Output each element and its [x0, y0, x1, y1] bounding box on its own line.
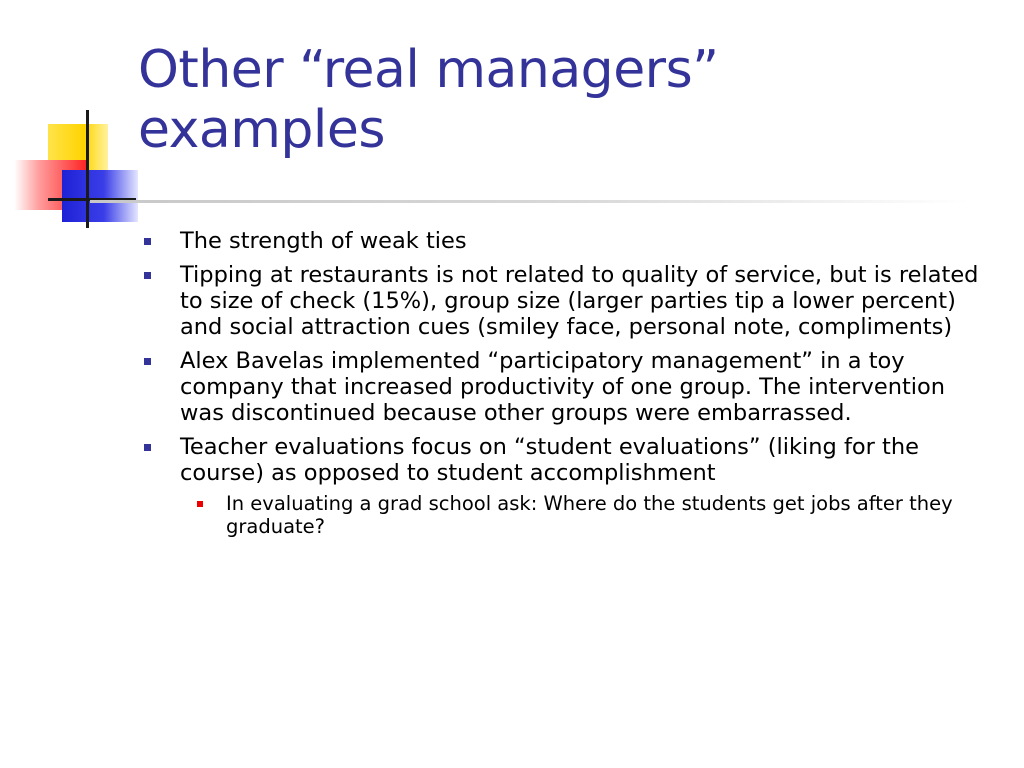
bullet-item — [140, 434, 990, 486]
bullet-item — [140, 348, 990, 426]
bullet-text: Alex Bavelas implemented “participatory management” in a toy company that increased productivity of one group. The intervention was discontinued because other groups were embarrassed. — [180, 348, 946, 426]
title-line-1: Other “real managers” — [138, 40, 719, 100]
bullet-text: Teacher evaluations focus on “student evaluations” (liking for the course) as opposed to student accomplishment — [180, 434, 919, 486]
bullet-list — [140, 228, 990, 538]
square-bullet-icon — [144, 444, 151, 451]
bullet-item — [140, 228, 990, 254]
title-line-2: examples — [138, 100, 385, 160]
overlapping-squares-decoration-icon — [0, 0, 140, 230]
bullet-text: Tipping at restaurants is not related to quality of service, but is related to size of check (15%), group size (larger parties tip a lower percent) and social attraction cues (smiley face, personal note, compliments) — [180, 262, 979, 340]
vertical-line — [86, 110, 89, 228]
blue-square — [62, 170, 138, 222]
bullet-item — [140, 262, 990, 340]
square-bullet-icon — [144, 358, 151, 365]
sub-bullet-item — [140, 492, 990, 538]
square-bullet-icon — [144, 238, 151, 245]
title-divider — [90, 200, 970, 203]
slide-title — [138, 40, 978, 160]
sub-bullet-text: In evaluating a grad school ask: Where do the students get jobs after they graduate? — [226, 492, 953, 538]
bullet-text: The strength of weak ties — [180, 228, 467, 254]
red-square-bullet-icon — [197, 501, 203, 507]
square-bullet-icon — [144, 272, 151, 279]
